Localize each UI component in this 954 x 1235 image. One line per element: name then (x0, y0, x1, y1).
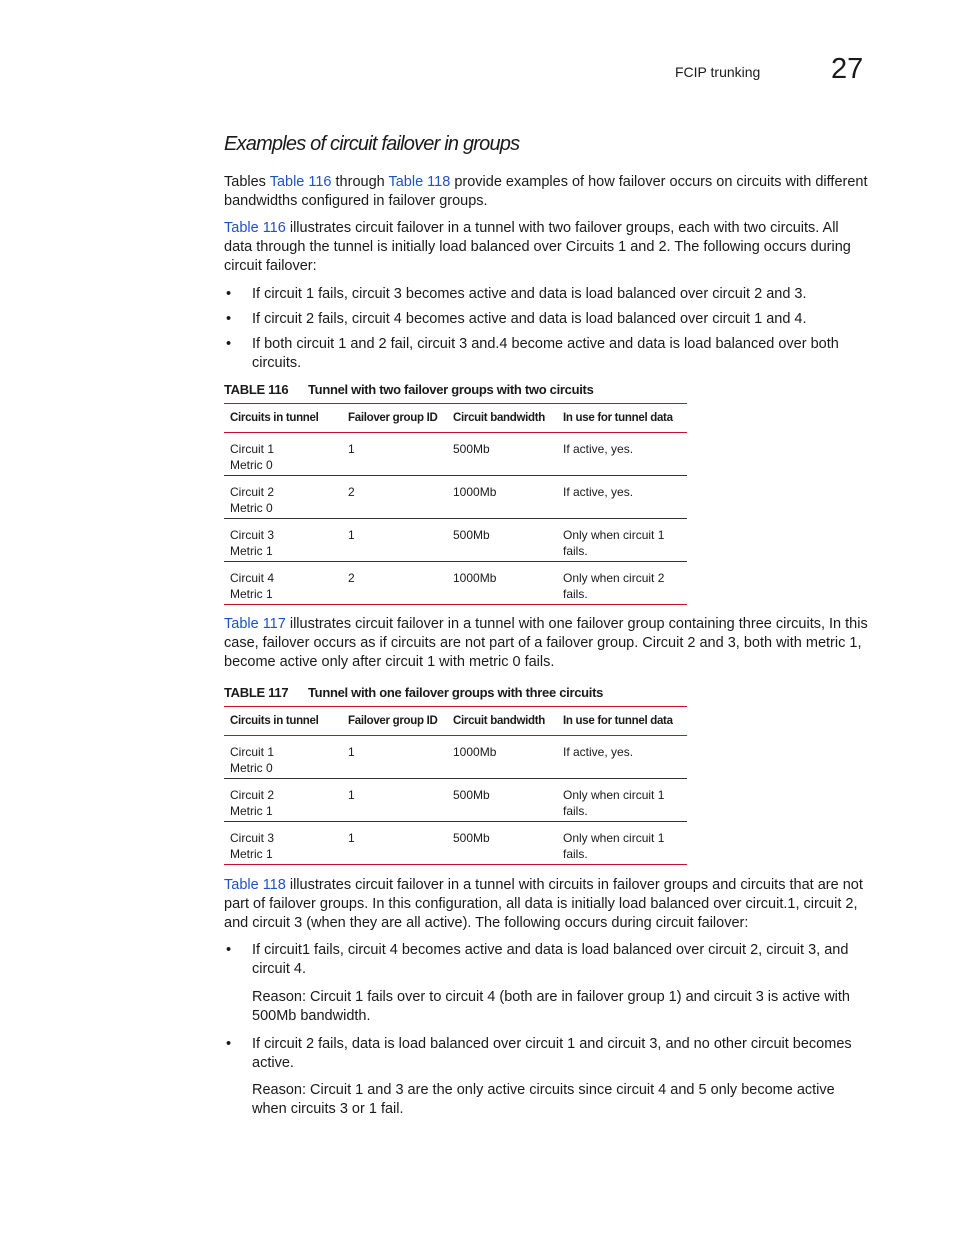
table-117-intro (224, 615, 870, 672)
bullet-text: If circuit 2 fails, data is load balanced over circuit 1 and circuit 3, and no other circuit becomes active. (252, 1036, 852, 1071)
cell-group-id: 2 (342, 562, 447, 605)
table-label: TABLE 116 (224, 382, 289, 397)
cell-group-id: 1 (342, 433, 447, 476)
column-header: In use for tunnel data (557, 707, 687, 736)
cell-group-id: 2 (342, 476, 447, 519)
bullet-item (224, 335, 870, 373)
cell-circuit: Circuit 4 Metric 1 (224, 562, 342, 605)
link-table-117[interactable]: Table 117 (224, 616, 286, 632)
column-header: Circuits in tunnel (224, 707, 342, 736)
bullet-dot: • (226, 942, 232, 958)
bullet-text: If circuit 2 fails, circuit 4 becomes active and data is load balanced over circuit 1 and 4. (252, 311, 807, 327)
cell-bandwidth: 500Mb (447, 519, 557, 562)
intro-paragraph-2 (224, 219, 870, 276)
column-header: Circuits in tunnel (224, 404, 342, 433)
link-table-118[interactable]: Table 118 (224, 877, 286, 893)
bullet-text: If circuit1 fails, circuit 4 becomes active and data is load balanced over circuit 2, circuit 3, and circuit 4. (252, 942, 849, 977)
cell-bandwidth: 500Mb (447, 779, 557, 822)
table-116-caption (224, 382, 594, 397)
cell-in-use: Only when circuit 1 fails. (557, 822, 687, 865)
cell-in-use: Only when circuit 1 fails. (557, 779, 687, 822)
link-table-116[interactable]: Table 116 (224, 220, 286, 236)
bullet-dot: • (226, 336, 232, 352)
table-row (224, 822, 687, 865)
reason-paragraph: Reason: Circuit 1 fails over to circuit 4 (both are in failover group 1) and circuit 3 is active with 500Mb bandwidth. (252, 989, 850, 1024)
cell-circuit: Circuit 1 Metric 0 (224, 433, 342, 476)
cell-circuit: Circuit 1 Metric 0 (224, 736, 342, 779)
cell-group-id: 1 (342, 736, 447, 779)
table-label: TABLE 117 (224, 685, 289, 700)
column-header: Failover group ID (342, 707, 447, 736)
bullet-dot: • (226, 286, 232, 302)
mid-text: illustrates circuit failover in a tunnel with one failover group containing three circuits, In this case, failover occurs as if circuits are not part of a failover group. Circuit 2 and 3, both with metric 1, become active only after circuit 1 with metric 0 fails. (224, 616, 868, 670)
link-table-118[interactable]: Table 118 (388, 174, 451, 190)
bullet-item (224, 1035, 870, 1073)
table-row (224, 779, 687, 822)
bullet-text: If circuit 1 fails, circuit 3 becomes active and data is load balanced over circuit 2 and 3. (252, 286, 807, 302)
cell-circuit: Circuit 2 Metric 0 (224, 476, 342, 519)
table-row (224, 562, 687, 605)
cell-bandwidth: 500Mb (447, 433, 557, 476)
cell-group-id: 1 (342, 822, 447, 865)
table-header-row (224, 707, 687, 736)
cell-in-use: If active, yes. (557, 433, 687, 476)
table-row (224, 476, 687, 519)
outro-text: illustrates circuit failover in a tunnel with circuits in failover groups and circuits that are not part of failover groups. In this configuration, all data is initially load balanced over circuit.1, circuit 2, and circuit 3 (when they are all active). The following occurs during circuit failover: (224, 877, 863, 931)
reason-paragraph: Reason: Circuit 1 and 3 are the only active circuits since circuit 4 and 5 only become active when circuits 3 or 1 fail. (252, 1082, 835, 1117)
link-table-116[interactable]: Table 116 (269, 174, 332, 190)
running-head: FCIP trunking (675, 64, 761, 80)
table-row (224, 736, 687, 779)
table-117 (224, 706, 687, 865)
column-header: Failover group ID (342, 404, 447, 433)
section-title: Examples of circuit failover in groups (224, 133, 520, 155)
chapter-number: 27 (831, 53, 864, 85)
cell-in-use: If active, yes. (557, 476, 687, 519)
intro-text-c: provide examples of how failover occurs on circuits with different bandwidths configured in failover groups. (224, 174, 868, 209)
cell-bandwidth: 1000Mb (447, 476, 557, 519)
table-title: Tunnel with one failover groups with three circuits (308, 685, 604, 700)
table-row (224, 519, 687, 562)
bullet-item (224, 310, 870, 329)
cell-circuit: Circuit 3 Metric 1 (224, 519, 342, 562)
table-118-intro (224, 876, 870, 933)
table-116 (224, 403, 687, 605)
cell-bandwidth: 1000Mb (447, 562, 557, 605)
table-header-row (224, 404, 687, 433)
column-header: Circuit bandwidth (447, 707, 557, 736)
bullet-dot: • (226, 1036, 232, 1052)
table-117-caption (224, 685, 603, 700)
cell-in-use: Only when circuit 1 fails. (557, 519, 687, 562)
cell-bandwidth: 1000Mb (447, 736, 557, 779)
cell-group-id: 1 (342, 779, 447, 822)
cell-bandwidth: 500Mb (447, 822, 557, 865)
cell-in-use: Only when circuit 2 fails. (557, 562, 687, 605)
column-header: In use for tunnel data (557, 404, 687, 433)
intro-text: illustrates circuit failover in a tunnel with two failover groups, each with two circuits. All data through the tunnel is initially load balanced over Circuits 1 and 2. The following occurs during circuit failover: (224, 220, 851, 274)
bullet-item (224, 285, 870, 304)
intro-paragraph-1 (224, 173, 870, 211)
column-header: Circuit bandwidth (447, 404, 557, 433)
intro-text-a: Tables (224, 174, 270, 190)
bullet-text: If both circuit 1 and 2 fail, circuit 3 and.4 become active and data is load balanced over both circuits. (252, 336, 839, 371)
table-row (224, 433, 687, 476)
intro-text-b: through (331, 174, 389, 190)
bullet-dot: • (226, 311, 232, 327)
table-title: Tunnel with two failover groups with two circuits (308, 382, 594, 397)
cell-circuit: Circuit 3 Metric 1 (224, 822, 342, 865)
cell-group-id: 1 (342, 519, 447, 562)
cell-in-use: If active, yes. (557, 736, 687, 779)
bullet-item (224, 941, 870, 979)
cell-circuit: Circuit 2 Metric 1 (224, 779, 342, 822)
